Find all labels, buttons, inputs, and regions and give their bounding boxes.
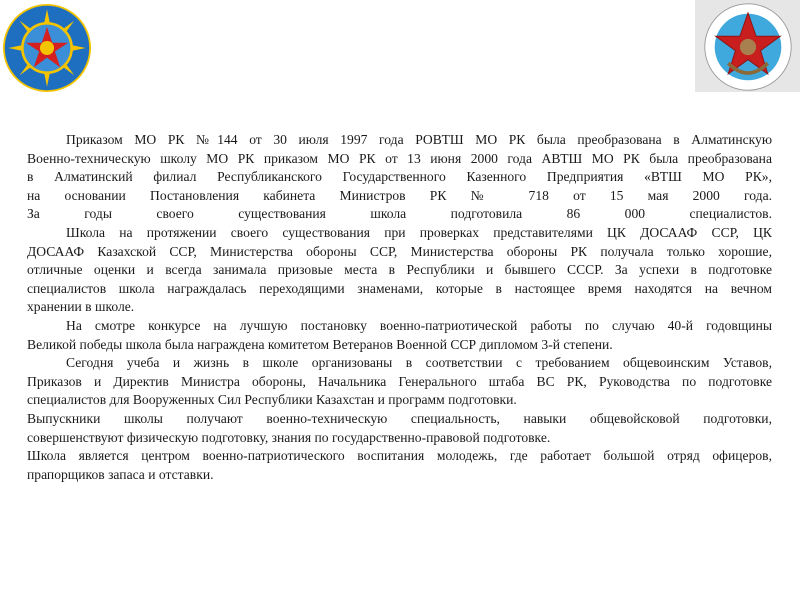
text-line: Военно-техническую школу МО РК приказом МО РК от 13 июня 2000 года АВТШ МО РК была преобразована [27, 150, 772, 166]
text-line: на основании Постановления кабинета Министров РК № 718 от 15 мая 2000 года. [27, 187, 772, 203]
text-line: Приказов и Директив Министра обороны, Начальника Генерального штаба ВС РК, Руководства по подготовке [27, 373, 772, 389]
text-line: Школа на протяжении своего существования при проверках представителями ЦК ДОСААФ ССР, ЦК [66, 224, 772, 240]
text-line: совершенствуют физическую подготовку, знания по государственно-правовой подготовке. [27, 429, 551, 445]
text-line: отличные оценки и всегда занимала призовые места в Республики и бывшего СССР. За успехи в подготовке [27, 262, 772, 278]
text-line: прапорщиков запаса и отставки. [27, 466, 214, 482]
armed-forces-kazakhstan-emblem-icon [703, 2, 793, 92]
text-line: Великой победы школа была награждена комитетом Ветеранов Военной ССР дипломом 3-й степени. [27, 336, 613, 352]
text-line: Сегодня учеба и жизнь в школе организованы в соответствии с требованием общевоинским Уставов, [66, 355, 772, 371]
military-school-emblem-icon [3, 4, 91, 92]
text-line: специалистов для Вооруженных Сил Республики Казахстан и программ подготовки. [27, 392, 517, 408]
document-body [27, 131, 772, 484]
text-line: в Алматинский филиал Республиканского Государственного Казенного Предприятия «ВТШ МО РК», [27, 169, 772, 185]
text-line: Выпускники школы получают военно-техническую специальность, навыки общевойсковой подготовки, [27, 410, 772, 426]
text-line: За годы своего существования школа подготовила 86 000 специалистов. [27, 206, 772, 222]
text-line: На смотре конкурсе на лучшую постановку военно-патриотической работы по случаю 40-й годовщины [66, 317, 772, 333]
text-line: Школа является центром военно-патриотического воспитания молодежь, где работает большой отряд офицеров, [27, 448, 772, 464]
text-line: Приказом МО РК №144 от 30 июля 1997 года РОВТШ МО РК была преобразована в Алматинскую [66, 132, 772, 147]
text-line: хранении в школе. [27, 299, 135, 315]
text-line: ДОСААФ Казахской ССР, Министерства обороны ССР, Министерства обороны РК получала только хорошие, [27, 243, 772, 259]
text-line: специалистов школа награждалась переходящими знаменами, которые в настоящее время находятся на вечном [27, 280, 772, 296]
